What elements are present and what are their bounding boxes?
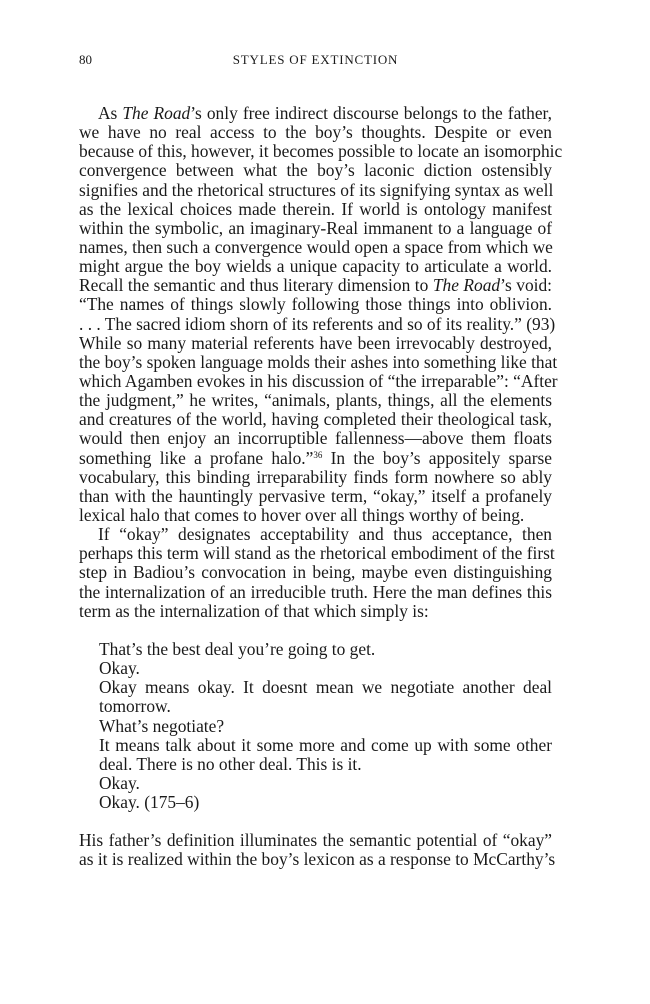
running-head: STYLES OF EXTINCTION: [232, 52, 399, 67]
quote-line: deal. There is no other deal. This is it.: [99, 753, 362, 774]
page-number: 80: [79, 52, 92, 67]
text-line: step in Badiou’s convocation in being, maybe even distinguishing: [79, 562, 552, 583]
text-line: . . . The sacred idiom shorn of its referents and so of its reality.” (93): [79, 313, 556, 334]
paragraph-3: [79, 830, 556, 870]
text-line: as the lexical choices made therein. If world is ontology manifest: [79, 198, 552, 219]
text-line: While so many material referents have been irrevocably destroyed,: [79, 332, 552, 353]
text-line: because of this, however, it becomes possible to locate an isomorphic: [79, 141, 563, 162]
quote-line: tomorrow.: [99, 696, 171, 717]
text-line: and creatures of the world, having completed their theological task,: [79, 409, 552, 430]
page-body: [79, 103, 563, 870]
text-line: perhaps this term will stand as the rhetorical embodiment of the first: [79, 543, 555, 564]
text-line: we have no real access to the boy’s thoughts. Despite or even: [79, 122, 552, 143]
text-line: Recall the semantic and thus literary dimension to The Road’s void:: [79, 275, 552, 296]
text-line: names, then such a convergence would open a space from which we: [79, 236, 553, 257]
text-line: the judgment,” he writes, “animals, plants, things, all the elements: [79, 390, 552, 411]
text-line: signifies and the rhetorical structures of its signifying syntax as well: [79, 179, 554, 200]
text-line: the boy’s spoken language molds their ashes into something like that: [79, 351, 558, 372]
text-line: As The Road’s only free indirect discourse belongs to the father,: [98, 103, 552, 123]
text-line: something like a profane halo.”$^{36}$ In the boy’s appositely sparse: [79, 447, 552, 468]
block-quote: [79, 640, 552, 812]
text-line: than with the hauntingly pervasive term, “okay,” itself a profanely: [79, 485, 552, 506]
text-line: vocabulary, this binding irreparability finds form nowhere so ably: [79, 466, 552, 487]
text-line: might argue the boy wields a unique capacity to articulate a world.: [79, 256, 552, 277]
quote-line: That’s the best deal you’re going to get.: [99, 638, 376, 659]
text-line: “The names of things slowly following those things into oblivion.: [79, 294, 552, 315]
text-line: the internalization of an irreducible truth. Here the man defines this: [79, 581, 552, 602]
footnote-marker: 36: [313, 449, 323, 460]
paragraph-2: [79, 524, 555, 621]
quote-line: What’s negotiate?: [99, 715, 225, 736]
text-line: His father’s definition illuminates the semantic potential of “okay”: [79, 830, 552, 851]
quote-line: Okay.: [99, 658, 140, 679]
text-line: If “okay” designates acceptability and thus acceptance, then: [98, 524, 552, 545]
quote-line: Okay. (175–6): [99, 792, 200, 813]
text-line: which Agamben evokes in his discussion of “the irreparable”: “After: [79, 370, 558, 391]
text-line: convergence between what the boy’s laconic diction ostensibly: [79, 160, 552, 181]
title-italic: The Road: [432, 275, 501, 296]
paragraph-1: [79, 103, 563, 525]
quote-line: Okay.: [99, 772, 140, 793]
text-line: lexical halo that comes to hover over all things worthy of being.: [79, 504, 525, 525]
title-italic: The Road: [122, 103, 191, 123]
text-line: term as the internalization of that which simply is:: [79, 600, 429, 621]
text-line: within the symbolic, an imaginary-Real immanent to a language of: [79, 217, 552, 238]
page-header: [79, 52, 552, 72]
quote-line: It means talk about it some more and come up with some other: [99, 734, 552, 755]
text-line: would then enjoy an incorruptible fallenness—above them floats: [79, 428, 552, 449]
quote-line: Okay means okay. It doesnt mean we negotiate another deal: [99, 677, 552, 698]
text-line: as it is realized within the boy’s lexicon as a response to McCarthy’s: [79, 849, 556, 870]
